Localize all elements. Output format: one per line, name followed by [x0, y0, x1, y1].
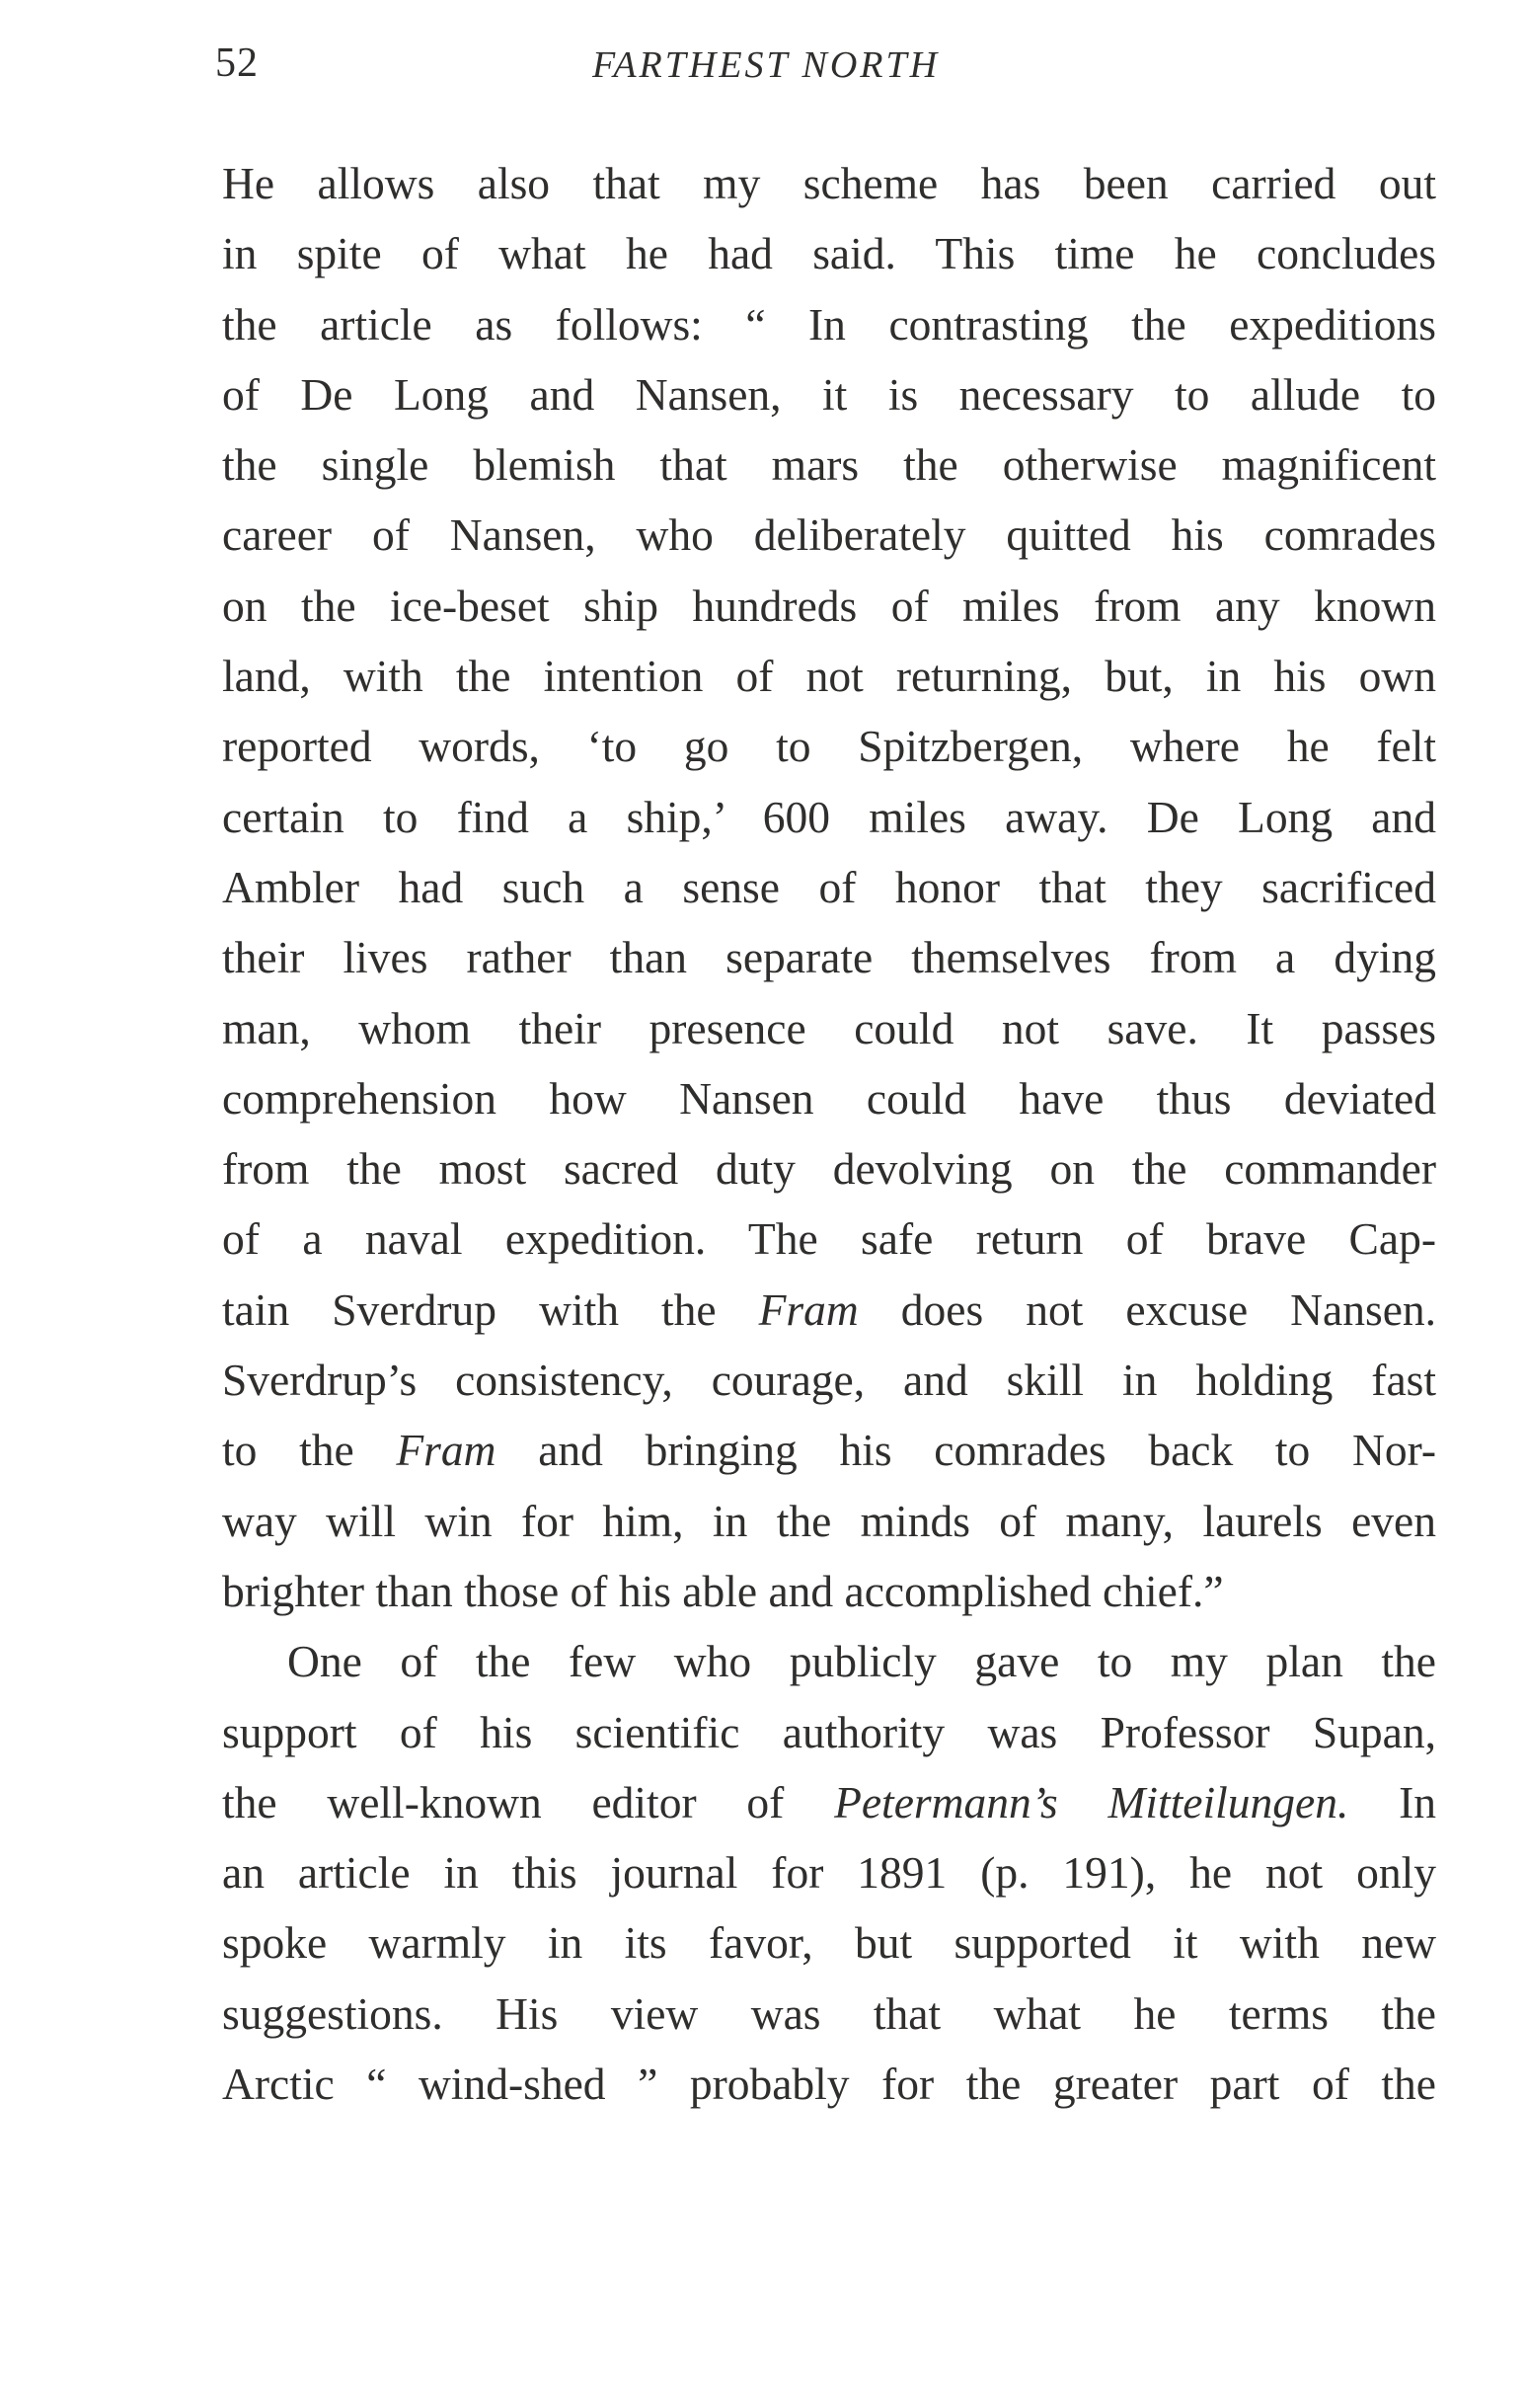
text-line: spoke warmly in its favor, but supported it with new	[222, 1917, 1436, 1969]
text-line: land, with the intention of not returning, but, in his own	[222, 651, 1436, 702]
text-line	[222, 1275, 1436, 1345]
text-line: of a naval expedition. The safe return of brave Cap-	[222, 1213, 1436, 1265]
text-line: Sverdrup’s consistency, courage, and skill in holding fast	[222, 1355, 1436, 1406]
text-line: certain to find a ship,’ 600 miles away. De Long and	[222, 791, 1436, 842]
text-run: does not excuse Nansen.	[900, 1283, 1437, 1335]
text-line	[222, 1415, 1436, 1485]
text-run: the well-known editor of	[222, 1776, 785, 1827]
text-run: to the	[222, 1425, 354, 1476]
page-number: 52	[215, 40, 259, 86]
text-line: from the most sacred duty devolving on the commander	[222, 1143, 1436, 1195]
text-line: Ambler had such a sense of honor that they sacrificed	[222, 861, 1436, 912]
body-text	[222, 148, 1436, 2119]
text-line: the single blemish that mars the otherwise magnificent	[222, 439, 1436, 491]
text-line: in spite of what he had said. This time he concludes	[222, 228, 1436, 279]
text-line: on the ice-beset ship hundreds of miles from any known	[222, 580, 1436, 631]
italic-ship-name: Fram	[758, 1283, 859, 1335]
italic-ship-name: Fram	[396, 1425, 496, 1476]
text-line: brighter than those of his able and accomplished chief.”	[222, 1565, 1224, 1616]
text-line: comprehension how Nansen could have thus deviated	[222, 1072, 1436, 1124]
text-line: way will win for him, in the minds of many, laurels even	[222, 1495, 1436, 1546]
text-line: an article in this journal for 1891 (p. 191), he not only	[222, 1847, 1436, 1899]
text-line: of De Long and Nansen, it is necessary to allude to	[222, 368, 1436, 420]
text-line: He allows also that my scheme has been carried out	[222, 158, 1436, 208]
text-line: Arctic “ wind-shed ” probably for the greater part of the	[222, 2058, 1436, 2110]
text-line	[222, 1767, 1436, 1837]
text-line: career of Nansen, who deliberately quitted his comrades	[222, 509, 1436, 561]
italic-journal-title: Petermann’s Mitteilungen.	[834, 1776, 1349, 1827]
text-run: tain Sverdrup with the	[222, 1283, 717, 1335]
text-line: reported words, ‘to go to Spitzbergen, where he felt	[222, 721, 1436, 772]
paragraph-first-line: One of the few who publicly gave to my plan the	[287, 1636, 1436, 1687]
text-run: and bringing his comrades back to Nor-	[538, 1425, 1436, 1476]
text-line: support of his scientific authority was Professor Supan,	[222, 1706, 1436, 1757]
text-line: suggestions. His view was that what he terms the	[222, 1987, 1436, 2039]
text-line: their lives rather than separate themselves from a dying	[222, 932, 1436, 983]
text-run: In	[1399, 1776, 1437, 1827]
running-title: FARTHEST NORTH	[592, 44, 941, 86]
text-line: the article as follows: “ In contrasting the expeditions	[222, 298, 1436, 350]
text-line: man, whom their presence could not save. It passes	[222, 1002, 1436, 1053]
